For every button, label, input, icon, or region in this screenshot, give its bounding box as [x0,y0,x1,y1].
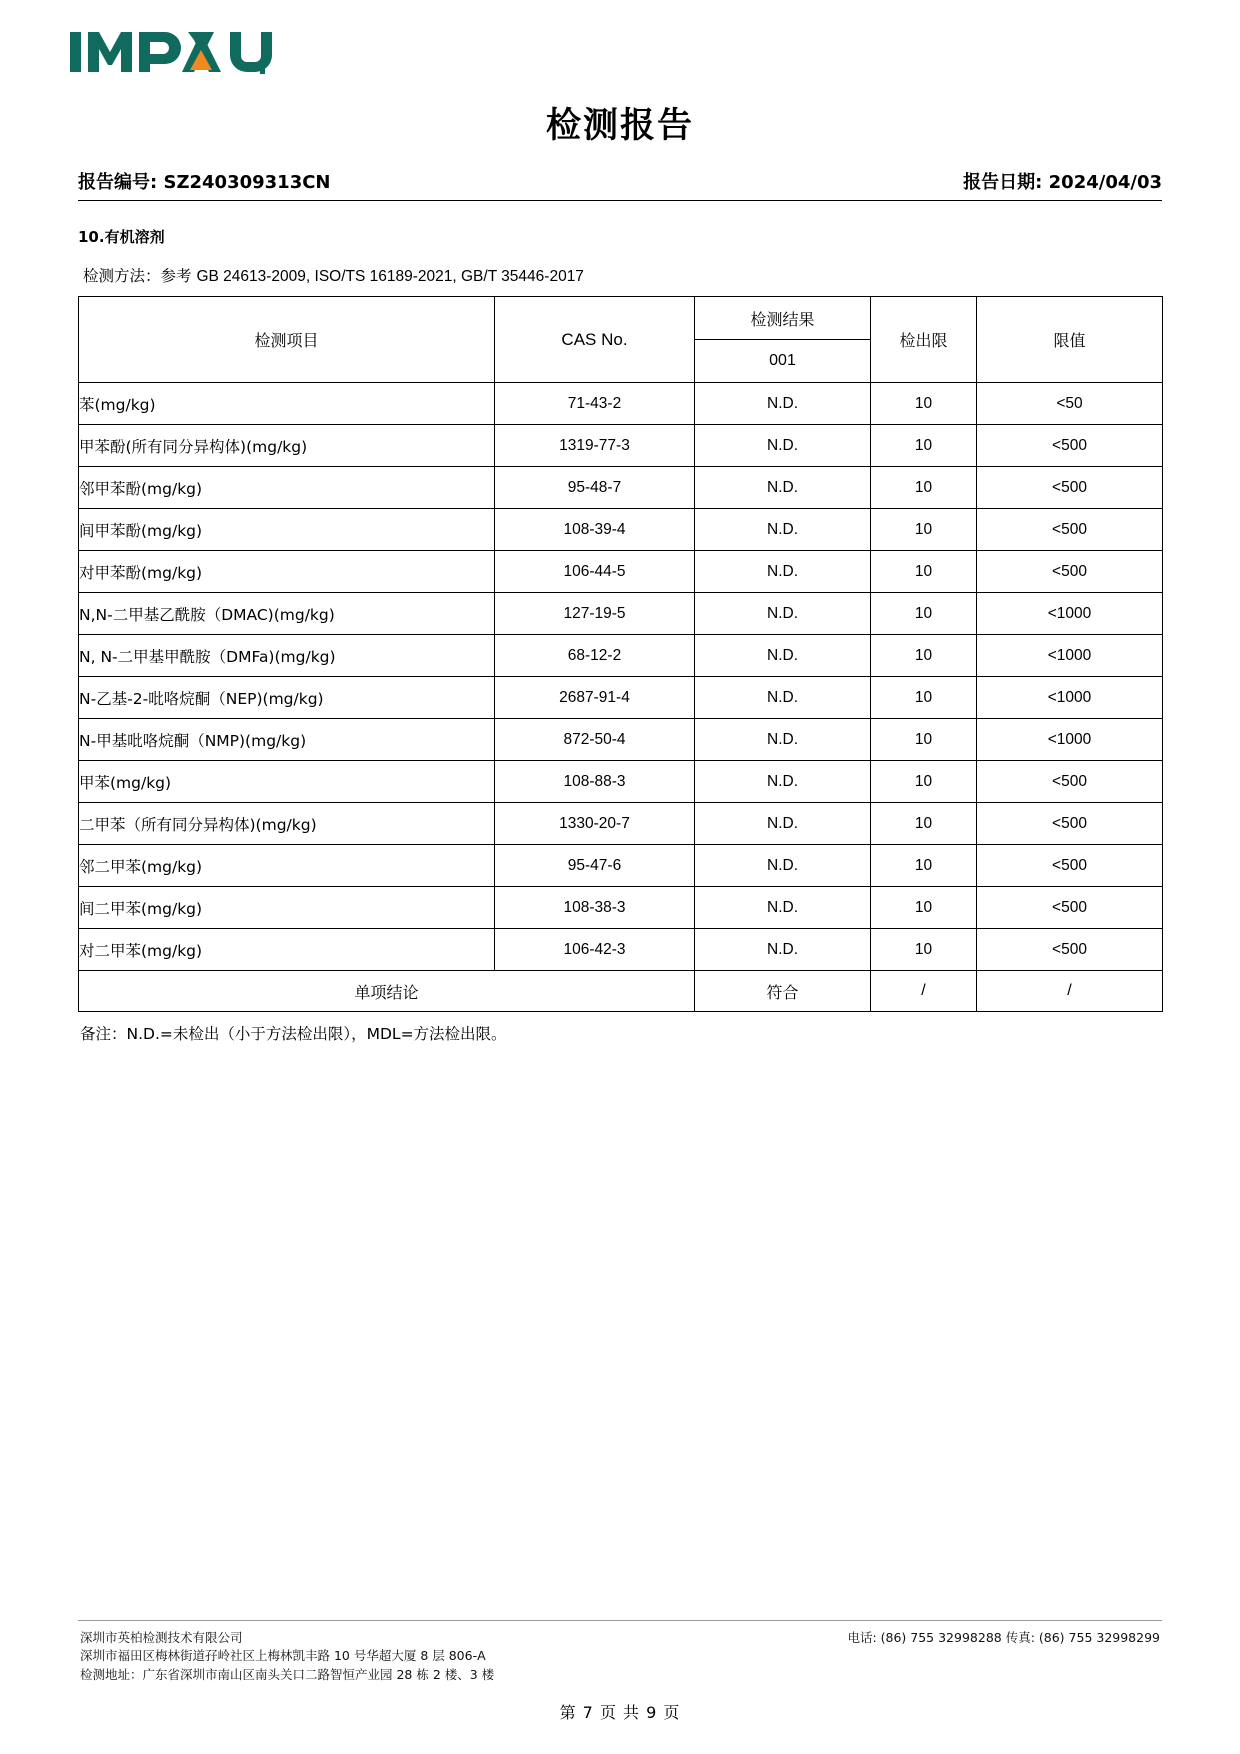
row-test-item: 邻二甲苯(mg/kg) [79,845,495,887]
row-detection-limit: 10 [871,719,977,761]
row-detection-limit: 10 [871,593,977,635]
row-cas-no: 106-44-5 [495,551,695,593]
row-test-result: N.D. [695,509,871,551]
table-note: 备注：N.D.=未检出（小于方法检出限），MDL=方法检出限。 [80,1025,507,1043]
footer-divider [78,1620,1162,1621]
row-test-result: N.D. [695,761,871,803]
row-test-result: N.D. [695,887,871,929]
row-detection-limit: 10 [871,467,977,509]
conclusion-row [79,971,1163,1012]
table-body [79,383,1163,971]
footer-fax: 传真: (86) 755 32998299 [1005,1630,1160,1645]
row-test-result: N.D. [695,929,871,971]
conclusion-label: 单项结论 [79,971,695,1012]
report-meta [78,168,1162,194]
table-row [79,509,1163,551]
row-detection-limit: 10 [871,425,977,467]
report-number [78,168,331,194]
row-test-item: N, N-二甲基甲酰胺（DMFa)(mg/kg) [79,635,495,677]
report-date [963,168,1162,194]
row-test-result: N.D. [695,803,871,845]
footer-contact-row [80,1628,1160,1646]
row-cas-no: 1330-20-7 [495,803,695,845]
table-footer [79,971,1163,1012]
test-method-label: 检测方法：参考 [83,267,192,285]
row-cas-no: 95-48-7 [495,467,695,509]
row-cas-no: 71-43-2 [495,383,695,425]
test-method-value: GB 24613-2009, ISO/TS 16189-2021, GB/T 35446-2017 [196,268,584,285]
report-number-value: SZ240309313CN [163,172,331,193]
impaq-logo-icon [70,28,278,76]
section-heading: 10.有机溶剂 [78,228,165,246]
row-cas-no: 1319-77-3 [495,425,695,467]
row-test-result: N.D. [695,551,871,593]
row-cas-no: 872-50-4 [495,719,695,761]
row-test-item: 间甲苯酚(mg/kg) [79,509,495,551]
row-test-result: N.D. [695,467,871,509]
row-detection-limit: 10 [871,929,977,971]
table-row [79,383,1163,425]
row-detection-limit: 10 [871,803,977,845]
th-detection-limit: 检出限 [871,297,977,383]
row-detection-limit: 10 [871,635,977,677]
row-test-item: N-乙基-2-吡咯烷酮（NEP)(mg/kg) [79,677,495,719]
report-date-label: 报告日期: [963,172,1043,193]
table-row [79,845,1163,887]
header-divider [78,200,1162,201]
report-date-value: 2024/04/03 [1048,172,1162,193]
row-test-result: N.D. [695,635,871,677]
row-limit-value: <50 [977,383,1163,425]
table-row [79,887,1163,929]
conclusion-result: 符合 [695,971,871,1012]
row-limit-value: <500 [977,425,1163,467]
footer-address-2: 检测地址：广东省深圳市南山区南头关口二路智恒产业园 28 栋 2 楼、3 楼 [80,1667,495,1683]
page-number: 第 7 页 共 9 页 [559,1703,681,1722]
row-test-item: 苯(mg/kg) [79,383,495,425]
table-row [79,761,1163,803]
row-test-result: N.D. [695,383,871,425]
row-cas-no: 108-39-4 [495,509,695,551]
page-title: 检测报告 [545,106,694,146]
th-test-item: 检测项目 [79,297,495,383]
th-test-result-group: 检测结果 [695,297,871,340]
row-limit-value: <1000 [977,593,1163,635]
row-test-result: N.D. [695,593,871,635]
row-limit-value: <1000 [977,635,1163,677]
row-limit-value: <1000 [977,719,1163,761]
report-number-label: 报告编号: [78,172,158,193]
footer-phone-fax [847,1628,1160,1646]
row-limit-value: <500 [977,803,1163,845]
th-limit-value: 限值 [977,297,1163,383]
th-cas-no: CAS No. [495,297,695,383]
table-row [79,803,1163,845]
row-limit-value: <500 [977,467,1163,509]
impaq-logo [70,24,278,80]
row-limit-value: <500 [977,551,1163,593]
table-row [79,929,1163,971]
th-sample-001: 001 [695,340,871,383]
row-cas-no: 68-12-2 [495,635,695,677]
row-cas-no: 108-88-3 [495,761,695,803]
row-detection-limit: 10 [871,761,977,803]
row-cas-no: 2687-91-4 [495,677,695,719]
row-cas-no: 106-42-3 [495,929,695,971]
row-test-item: 甲苯(mg/kg) [79,761,495,803]
conclusion-limit: / [977,971,1163,1012]
results-table [78,296,1163,1012]
row-detection-limit: 10 [871,551,977,593]
table-header-row-1 [79,297,1163,340]
row-limit-value: <500 [977,761,1163,803]
table-header [79,297,1163,383]
row-limit-value: <500 [977,887,1163,929]
results-table-wrapper [78,296,1162,1012]
row-cas-no: 95-47-6 [495,845,695,887]
row-detection-limit: 10 [871,677,977,719]
table-row [79,425,1163,467]
row-test-item: 对二甲苯(mg/kg) [79,929,495,971]
row-detection-limit: 10 [871,509,977,551]
conclusion-mdl: / [871,971,977,1012]
test-method-line [83,264,584,286]
table-row [79,719,1163,761]
row-limit-value: <1000 [977,677,1163,719]
row-test-result: N.D. [695,845,871,887]
row-test-item: 间二甲苯(mg/kg) [79,887,495,929]
row-detection-limit: 10 [871,383,977,425]
row-limit-value: <500 [977,845,1163,887]
row-test-result: N.D. [695,677,871,719]
row-limit-value: <500 [977,509,1163,551]
table-row [79,593,1163,635]
row-cas-no: 108-38-3 [495,887,695,929]
row-limit-value: <500 [977,929,1163,971]
table-row [79,467,1163,509]
table-row [79,635,1163,677]
row-test-result: N.D. [695,719,871,761]
row-test-item: 二甲苯（所有同分异构体)(mg/kg) [79,803,495,845]
row-test-item: 对甲苯酚(mg/kg) [79,551,495,593]
row-test-item: N,N-二甲基乙酰胺（DMAC)(mg/kg) [79,593,495,635]
row-detection-limit: 10 [871,887,977,929]
row-test-result: N.D. [695,425,871,467]
table-row [79,677,1163,719]
row-test-item: 邻甲苯酚(mg/kg) [79,467,495,509]
row-detection-limit: 10 [871,845,977,887]
page-footer [80,1628,1160,1685]
table-row [79,551,1163,593]
footer-tel: 电话: (86) 755 32998288 [847,1630,1002,1645]
row-test-item: N-甲基吡咯烷酮（NMP)(mg/kg) [79,719,495,761]
row-cas-no: 127-19-5 [495,593,695,635]
row-test-item: 甲苯酚(所有同分异构体)(mg/kg) [79,425,495,467]
footer-company: 深圳市英柏检测技术有限公司 [80,1630,243,1645]
footer-address-1: 深圳市福田区梅林街道孖岭社区上梅林凯丰路 10 号华超大厦 8 层 806-A [80,1648,486,1663]
